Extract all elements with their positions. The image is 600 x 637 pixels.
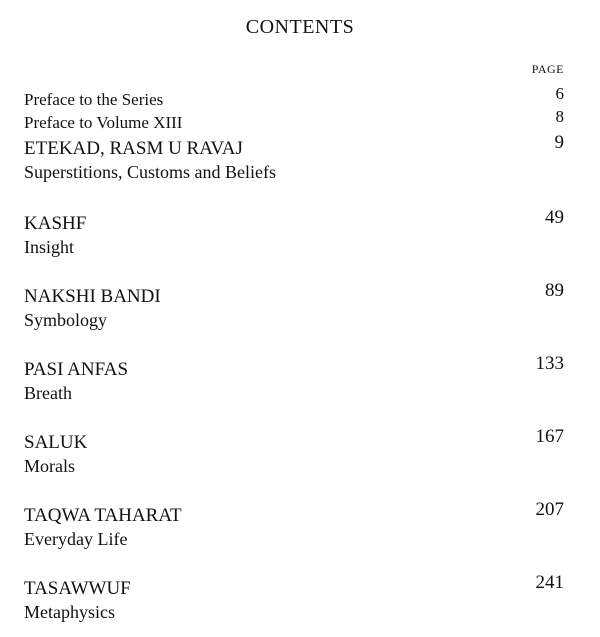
toc-entry-preface-series[interactable] (24, 84, 564, 110)
toc-section-page: 241 (535, 572, 564, 593)
toc-section-nakshi-bandi[interactable] (24, 280, 564, 332)
toc-section-title: TAQWA TAHARAT (24, 505, 182, 526)
contents-title: CONTENTS (245, 16, 355, 38)
toc-section-tasawwuf[interactable] (24, 572, 564, 624)
toc-section-page: 133 (535, 353, 564, 374)
toc-entry-label: Preface to the Series (24, 90, 164, 109)
toc-section-subtitle: Superstitions, Customs and Beliefs (24, 162, 276, 182)
toc-section-title: SALUK (24, 432, 88, 453)
toc-entry-page: 6 (555, 84, 564, 103)
toc-entry-label: Preface to Volume XIII (24, 113, 183, 132)
toc-section-subtitle: Breath (24, 383, 72, 403)
page-column-header: PAGE (531, 62, 564, 76)
toc-section-page: 207 (535, 499, 564, 520)
toc-section-title: PASI ANFAS (24, 359, 129, 380)
toc-section-subtitle: Morals (24, 456, 75, 476)
toc-section-title: KASHF (24, 213, 87, 234)
toc-section-title: NAKSHI BANDI (24, 286, 161, 307)
toc-section-page: 89 (545, 280, 564, 301)
toc-section-subtitle: Insight (24, 237, 75, 257)
toc-section-taqwa-taharat[interactable] (24, 499, 564, 551)
toc-section-kashf[interactable] (24, 207, 564, 259)
toc-entry-preface-volume[interactable] (24, 107, 564, 133)
toc-section-etekad[interactable] (24, 132, 564, 184)
toc-section-page: 167 (535, 426, 564, 447)
toc-section-subtitle: Symbology (24, 310, 108, 330)
toc-section-page: 9 (554, 132, 564, 153)
toc-entry-page: 8 (555, 107, 564, 126)
toc-section-subtitle: Everyday Life (24, 529, 128, 549)
toc-section-subtitle: Metaphysics (24, 602, 115, 622)
toc-section-saluk[interactable] (24, 426, 564, 478)
toc-section-page: 49 (545, 207, 564, 228)
toc-section-pasi-anfas[interactable] (24, 353, 564, 405)
toc-section-title: TASAWWUF (24, 578, 131, 599)
toc-section-title: ETEKAD, RASM U RAVAJ (24, 138, 243, 159)
